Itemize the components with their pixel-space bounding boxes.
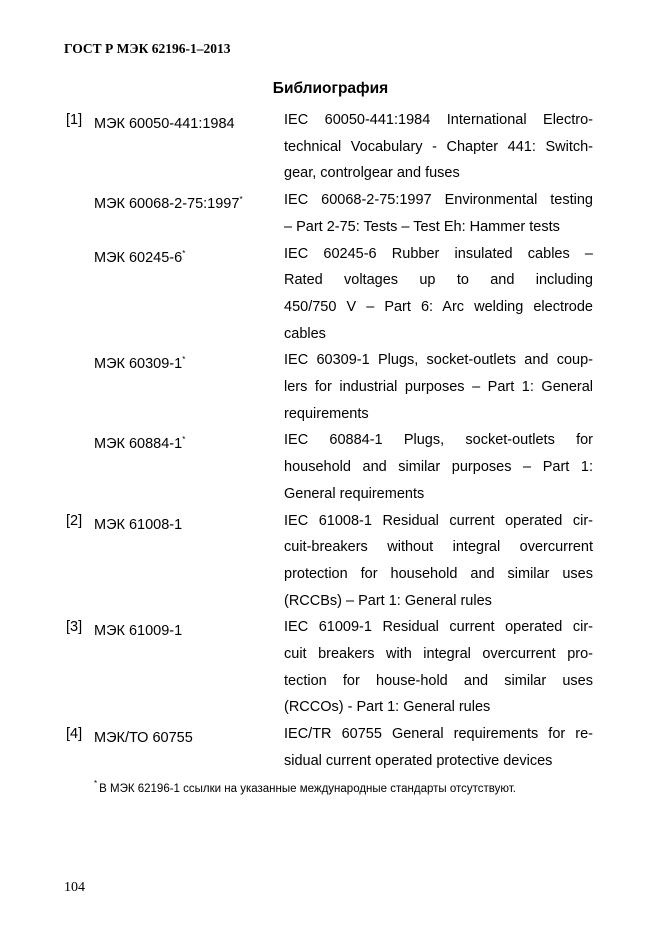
entry-number: [1] bbox=[66, 112, 83, 128]
description-line: IEC 60068-2-75:1997 Environmental testing bbox=[284, 192, 593, 209]
entry-description bbox=[284, 508, 593, 615]
footnote-ref-mark: * bbox=[182, 248, 186, 258]
entry-number: [4] bbox=[66, 726, 83, 743]
entry-code-text: МЭК 61008-1 bbox=[94, 516, 183, 533]
description-line: cables bbox=[284, 325, 326, 342]
footnote-text: В МЭК 62196-1 ссылки на указанные международные стандарты отсутствуют. bbox=[99, 783, 516, 795]
description-line: (RCCBs) – Part 1: General rules bbox=[284, 592, 492, 609]
entry-description bbox=[284, 241, 593, 348]
description-line: IEC 61008-1 Residual current operated cir- bbox=[284, 512, 593, 529]
entry-code bbox=[94, 721, 193, 752]
entry-code-text: МЭК 60068-2-75:1997 bbox=[94, 196, 240, 213]
entry-description bbox=[284, 427, 593, 507]
description-line: cuit-breakers without integral overcurrent bbox=[284, 539, 593, 556]
footnote-ref-mark: * bbox=[239, 195, 243, 205]
entry-code bbox=[94, 508, 182, 539]
entry-number: [2] bbox=[66, 512, 83, 529]
footnote bbox=[94, 779, 516, 795]
entry-code-text: МЭК 61009-1 bbox=[94, 623, 183, 640]
description-line: General requirements bbox=[284, 485, 425, 502]
description-line: tection for house-hold and similar uses bbox=[284, 672, 593, 689]
description-line: IEC/TR 60755 General requirements for re- bbox=[284, 726, 593, 743]
entry-code bbox=[94, 347, 185, 378]
entry-code bbox=[94, 614, 182, 645]
entry-description bbox=[284, 187, 593, 240]
footnote-mark: * bbox=[94, 779, 98, 788]
page-number: 104 bbox=[64, 880, 85, 895]
entry-description bbox=[284, 721, 593, 774]
entry-code-text: МЭК 60245-6 bbox=[94, 249, 183, 266]
entry-code bbox=[94, 107, 235, 138]
entry-code bbox=[94, 427, 185, 458]
entry-number: [3] bbox=[66, 619, 83, 636]
description-line: IEC 61009-1 Residual current operated cir- bbox=[284, 619, 593, 636]
page-title: Библиография bbox=[272, 80, 389, 97]
description-line: protection for household and similar uses bbox=[284, 565, 593, 582]
description-line: 450/750 V – Part 6: Arc welding electrode bbox=[284, 298, 593, 315]
entry-code-text: МЭК 60884-1 bbox=[94, 436, 183, 453]
entry-description bbox=[284, 614, 593, 721]
footnote-ref-mark: * bbox=[182, 435, 186, 445]
footnote-ref-mark: * bbox=[182, 355, 186, 365]
description-line: technical Vocabulary - Chapter 441: Switch- bbox=[284, 138, 593, 155]
entry-description bbox=[284, 107, 593, 187]
description-line: gear, controlgear and fuses bbox=[284, 165, 460, 182]
description-line: household and similar purposes – Part 1: bbox=[284, 459, 593, 476]
description-line: IEC 60884-1 Plugs, socket-outlets for bbox=[284, 432, 593, 449]
description-line: cuit breakers with integral overcurrent pro- bbox=[284, 646, 593, 662]
entry-code-text: МЭК/ТО 60755 bbox=[94, 730, 193, 747]
description-line: – Part 2-75: Tests – Test Eh: Hammer tests bbox=[284, 218, 560, 235]
entry-code-text: МЭК 60309-1 bbox=[94, 356, 183, 373]
entry-code-text: МЭК 60050-441:1984 bbox=[94, 116, 235, 132]
description-line: IEC 60050-441:1984 International Electro- bbox=[284, 112, 593, 128]
entry-code bbox=[94, 241, 185, 272]
entry-code bbox=[94, 187, 243, 218]
description-line: Rated voltages up to and including bbox=[284, 272, 593, 289]
description-line: IEC 60309-1 Plugs, socket-outlets and coup- bbox=[284, 352, 593, 369]
entry-description bbox=[284, 347, 593, 427]
document-header: ГОСТ Р МЭК 62196-1–2013 bbox=[64, 41, 231, 56]
description-line: IEC 60245-6 Rubber insulated cables – bbox=[284, 245, 593, 262]
description-line: requirements bbox=[284, 405, 369, 422]
description-line: lers for industrial purposes – Part 1: General bbox=[284, 379, 593, 395]
description-line: sidual current operated protective devices bbox=[284, 752, 553, 769]
description-line: (RCCOs) - Part 1: General rules bbox=[284, 699, 491, 716]
